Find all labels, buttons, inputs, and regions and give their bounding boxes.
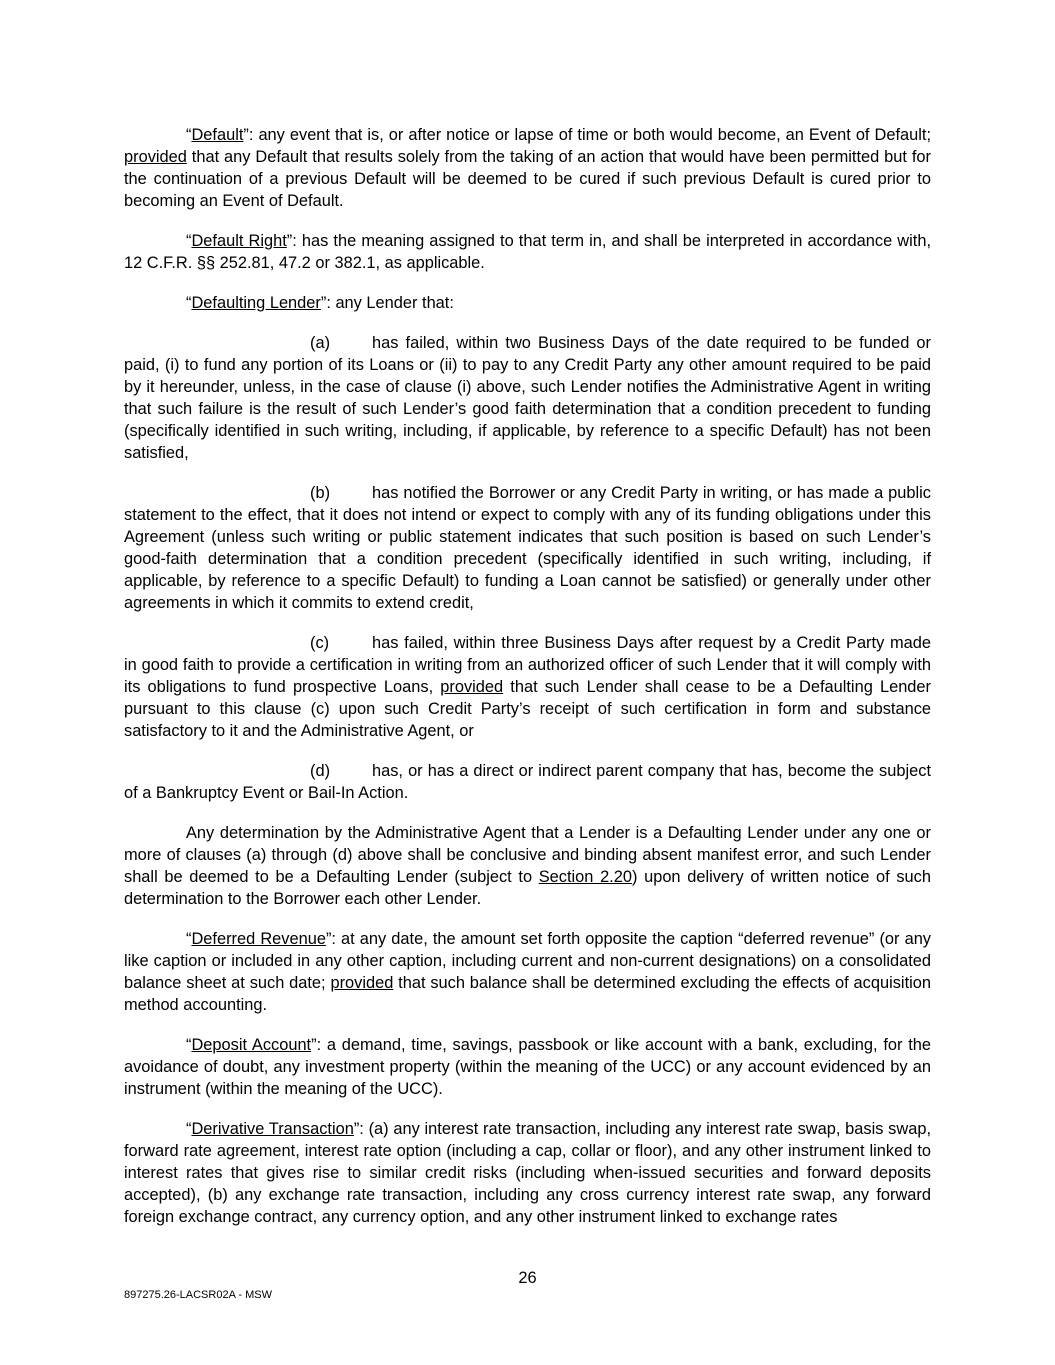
term-default: Default: [191, 126, 244, 144]
page-number: 26: [518, 1269, 537, 1287]
definition-default: “Default”: any event that is, or after notice or lapse of time or both would become, an Event of Default; provided that any Default that results solely from the taking of an action that would have been permitted but for the continuation of a previous Default will be deemed to be cured if such previous Default is cured prior to becoming an Event of Default.: [124, 126, 931, 210]
document-id: 897275.26-LACSR02A - MSW: [124, 1289, 272, 1301]
document-page: [124, 124, 931, 1246]
definition-deposit-account: “Deposit Account”: a demand, time, savings, passbook or like account with a bank, excluding, for the avoidance of doubt, any investment property (within the meaning of the UCC) or any account evidenced by an instrument (within the meaning of the UCC).: [124, 1036, 932, 1098]
term-deferred-revenue: Deferred Revenue: [191, 930, 326, 948]
provided-keyword: provided: [330, 974, 394, 992]
definition-derivative-transaction: “Derivative Transaction”: (a) any interest rate transaction, including any interest rate swap, basis swap, forward rate agreement, interest rate option (including a cap, collar or floor), and any other instrument linked to interest rates that gives rise to similar credit risks (including when-issued securities and forward deposits accepted), (b) any exchange rate transaction, including any cross currency interest rate swap, any forward foreign exchange contract, any currency option, and any other instrument linked to exchange rates: [124, 1120, 931, 1226]
clause-c: (c) has failed, within three Business Days after request by a Credit Party made in good faith to provide a certification in writing from an authorized officer of such Lender that it will comply with its obligations to fund prospective Loans, provided that such Lender shall cease to be a Defaulting Lender pursuant to this clause (c) upon such Credit Party’s receipt of such certification in form and substance satisfactory to it and the Administrative Agent, or: [124, 634, 931, 740]
clause-d: (d) has, or has a direct or indirect parent company that has, become the subject of a Bankruptcy Event or Bail-In Action.: [124, 762, 931, 802]
clause-label: (a): [310, 334, 331, 352]
provided-keyword: provided: [440, 678, 504, 696]
clause-b: (b) has notified the Borrower or any Credit Party in writing, or has made a public statement to the effect, that it does not intend or expect to comply with any of its funding obligations under this Agreement (unless such writing or public statement indicates that such position is based on such Lender’s good-faith determination that a condition precedent (specifically identified in such writing, including, if applicable, by reference to a specific Default) to funding a Loan cannot be satisfied) or generally under other agreements in which it commits to extend credit,: [124, 484, 931, 612]
clause-label: (c): [310, 634, 330, 652]
provided-keyword: provided: [124, 148, 187, 166]
term-deposit-account: Deposit Account: [191, 1036, 312, 1054]
term-derivative-transaction: Derivative Transaction: [191, 1120, 354, 1138]
definition-deferred-revenue: “Deferred Revenue”: at any date, the amount set forth opposite the caption “deferred revenue” (or any like caption or included in any other caption, including current and non-current designations) on a consolidated balance sheet at such date; provided that such balance shall be determined excluding the effects of acquisition method accounting.: [124, 930, 932, 1014]
term-defaulting-lender: Defaulting Lender: [191, 294, 321, 312]
clause-label: (d): [310, 762, 331, 780]
clause-a: (a) has failed, within two Business Days of the date required to be funded or paid, (i) to fund any portion of its Loans or (ii) to pay to any Credit Party any other amount required to be paid by it hereunder, unless, in the case of clause (i) above, such Lender notifies the Administrative Agent in writing that such failure is the result of such Lender’s good faith determination that a condition precedent to funding (specifically identified in such writing, including, if applicable, by reference to a specific Default) has not been satisfied,: [124, 334, 931, 462]
term-default-right: Default Right: [191, 232, 287, 250]
determination-paragraph: Any determination by the Administrative Agent that a Lender is a Defaulting Lender under any one or more of clauses (a) through (d) above shall be conclusive and binding absent manifest error, and such Lender shall be deemed to be a Defaulting Lender (subject to Section 2.20) upon delivery of written notice of such determination to the Borrower each other Lender.: [124, 824, 931, 908]
definition-defaulting-lender: “Defaulting Lender”: any Lender that:: [186, 294, 454, 312]
definition-default-right: “Default Right”: has the meaning assigned to that term in, and shall be interpreted in accordance with, 12 C.F.R. §§ 252.81, 47.2 or 382.1, as applicable.: [124, 232, 931, 272]
clause-label: (b): [310, 484, 331, 502]
section-reference-link[interactable]: Section 2.20: [538, 868, 632, 886]
